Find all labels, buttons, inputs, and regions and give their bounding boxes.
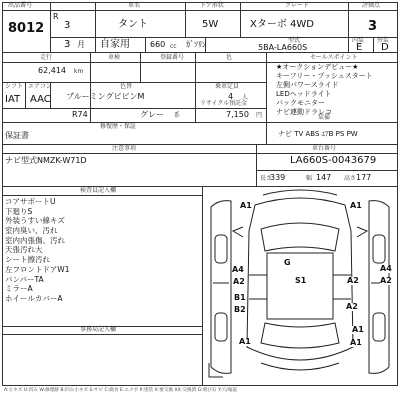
mileage: 62,414 [38, 66, 66, 75]
inspector-note: 左フロントドアW1 [5, 264, 70, 274]
seats-unit: 人 [242, 94, 249, 101]
selling-point: ★オークションデビュー★ [276, 63, 359, 71]
vline-usage [145, 37, 146, 52]
left-front-wheel [215, 235, 227, 263]
header-label-line [2, 10, 398, 11]
recycle-unit: 円 [256, 112, 263, 119]
right-side-outline [369, 201, 389, 374]
damage-label: A2 [380, 276, 392, 285]
inspector-label-line [2, 195, 202, 196]
color-name: ブルーミングビビンM [66, 92, 145, 101]
damage-label: S1 [295, 276, 307, 285]
selling-point: バックモニター [276, 99, 325, 107]
notes-top-line [2, 144, 398, 145]
inspector-note: バンパーTA [5, 274, 44, 284]
damage-label: A4 [232, 265, 244, 274]
year-era: R [53, 12, 59, 21]
inspector-note: ホイールカバーA [5, 293, 63, 303]
history-label: 修復歴・保証 [100, 123, 137, 130]
recycle-fee: 7,150 [226, 110, 249, 119]
damage-legend: A:小キズ U:凹み W:修理跡 B:凹み小キズ S:サビ C:腐食 E:エクボ P:塗装 X:要交換 XX:交換済 G:飛び石 Y:穴/亀裂 [4, 388, 238, 393]
displacement: 660 [150, 40, 166, 49]
damage-label: A1 [350, 201, 362, 210]
model-label: 型式 [288, 37, 301, 44]
car-name: タント [118, 19, 148, 30]
windshield [261, 223, 339, 251]
chassis-label: 車台番号 [312, 145, 337, 152]
selling-point: 左側パワースライド [276, 81, 339, 89]
inspector-notes [5, 198, 200, 305]
mileage-unit: km [74, 68, 84, 75]
ac: AAC [30, 94, 51, 105]
warranty: 保証書 [5, 131, 29, 140]
roof [267, 253, 333, 319]
chassis-split [256, 170, 398, 171]
length-label: 長さ [260, 175, 273, 182]
grade-label: グレード [285, 2, 310, 9]
rear-bumper [261, 363, 339, 370]
model: 5BA-LA660S [258, 43, 308, 52]
selling-point: ナビ連動ドラレコ [276, 108, 332, 116]
inspector-note: 天張汚れ大 [5, 245, 43, 255]
damage-label: A4 [380, 264, 392, 273]
notes-text: ナビ型式NMZK-W71D [5, 156, 87, 165]
vline-year [95, 2, 96, 52]
color-code: R74 [72, 110, 88, 119]
vline-doors [240, 2, 241, 37]
vline-score [348, 2, 349, 52]
car-damage-diagram [203, 187, 397, 385]
damage-label: A1 [239, 337, 251, 346]
damage-label: A1 [350, 338, 362, 347]
usage: 自家用 [100, 39, 130, 50]
damage-label: A1 [352, 325, 364, 334]
recycle-label: リサイクル預託金 [200, 100, 248, 107]
equipment-label: 装備 [318, 114, 331, 121]
height-label: 高さ [344, 175, 357, 182]
damage-label: A2 [347, 276, 359, 285]
inspector-note: コアサポートU [5, 197, 56, 206]
inspection-label: 車検 [108, 54, 121, 61]
inspector-note: ミラーA [5, 284, 33, 294]
vline-reg [195, 52, 196, 122]
doors: 5W [202, 19, 219, 30]
office-label-line [2, 334, 202, 335]
left-side-outline [211, 201, 231, 374]
transmission: IAT [5, 94, 21, 105]
exterior-label: 外装 [377, 37, 390, 44]
color-code-unit: 系 [174, 112, 181, 119]
width: 147 [316, 173, 332, 182]
damage-label: G [284, 258, 291, 267]
lot-number: 8012 [8, 21, 45, 36]
grade: Xターボ 4WD [250, 19, 314, 30]
vline-chassis [256, 144, 257, 186]
chassis-number: LA660S-0043679 [290, 155, 377, 166]
row2-line-c [2, 108, 266, 109]
month-unit: 月 [77, 40, 85, 49]
rear-window [261, 323, 339, 348]
width-label: 幅 [306, 175, 313, 182]
row2-line-a [2, 62, 266, 63]
border-left [2, 2, 3, 386]
doors-label: ドア形状 [200, 2, 224, 9]
interior-label: 内装 [352, 37, 365, 44]
seats-label: 乗車定員 [215, 83, 240, 90]
lot-label: 出品番号 [8, 2, 33, 9]
selling-point: キーフリー・プッシュスタート [276, 72, 373, 80]
vline-car [185, 2, 186, 37]
vline-int-ext [373, 37, 374, 52]
vline-inspection [140, 52, 141, 82]
month: 3 [64, 39, 71, 50]
damage-label: A2 [346, 302, 358, 311]
office-label: 事務局記入欄 [80, 326, 117, 333]
inspector-note: 室内内張傷、汚れ [5, 235, 65, 245]
interior-grade: E [356, 42, 363, 53]
length: 339 [270, 173, 286, 182]
fuel: ｶﾞｿﾘﾝ [186, 40, 206, 49]
ac-label: エアコン [28, 83, 52, 90]
exterior-grade: D [381, 42, 389, 53]
mileage-label: 走行 [40, 54, 53, 61]
shift-label: シフト [5, 83, 24, 90]
inspector-note: シート擦汚れ [5, 255, 50, 265]
vline-shift [25, 82, 26, 108]
car-name-label: 車名 [128, 2, 141, 9]
damage-label: A1 [240, 201, 252, 210]
border-right [397, 2, 398, 386]
color-change-label: 色替 [120, 83, 133, 90]
vline-selling [266, 52, 267, 144]
notes-label-line [2, 153, 398, 154]
year: 3 [64, 20, 71, 31]
right-rear-wheel [373, 313, 385, 341]
notes-label: 注意事項 [112, 145, 137, 152]
inspector-note: 室内臭い、汚れ [5, 226, 58, 236]
equipment: ナビ TV ABS ｴｱB PS PW [278, 130, 358, 138]
seats: 4 [228, 92, 234, 101]
inspector-label: 検査員記入欄 [80, 187, 117, 194]
right-front-wheel [373, 235, 385, 263]
reg-label: 登録番号 [160, 54, 185, 61]
score: 3 [368, 19, 378, 34]
inspector-note: 外装うすい線キズ [5, 216, 65, 226]
selling-points-list [276, 64, 396, 118]
damage-label: A2 [233, 277, 245, 286]
score-label: 評価点 [362, 2, 381, 9]
vline-lot [50, 2, 51, 52]
border-bottom [2, 385, 398, 386]
inspector-note: 下廻りS [5, 206, 33, 216]
equip-label-line [266, 122, 398, 123]
height: 177 [356, 173, 372, 182]
damage-label: B2 [234, 305, 246, 314]
damage-label: B1 [234, 293, 246, 302]
left-rear-wheel [215, 313, 227, 341]
color-label: 色 [226, 54, 233, 61]
color-code-label: グレー [140, 110, 164, 119]
left-mirror [233, 227, 243, 237]
header-bottom-line [2, 52, 398, 53]
front-bumper [263, 190, 337, 195]
displacement-unit: cc [170, 43, 177, 50]
selling-points-label: セールスポイント [310, 54, 358, 61]
selling-point: LEDヘッドライト [276, 90, 332, 98]
vline-mileage [90, 52, 91, 122]
right-mirror [357, 227, 367, 237]
